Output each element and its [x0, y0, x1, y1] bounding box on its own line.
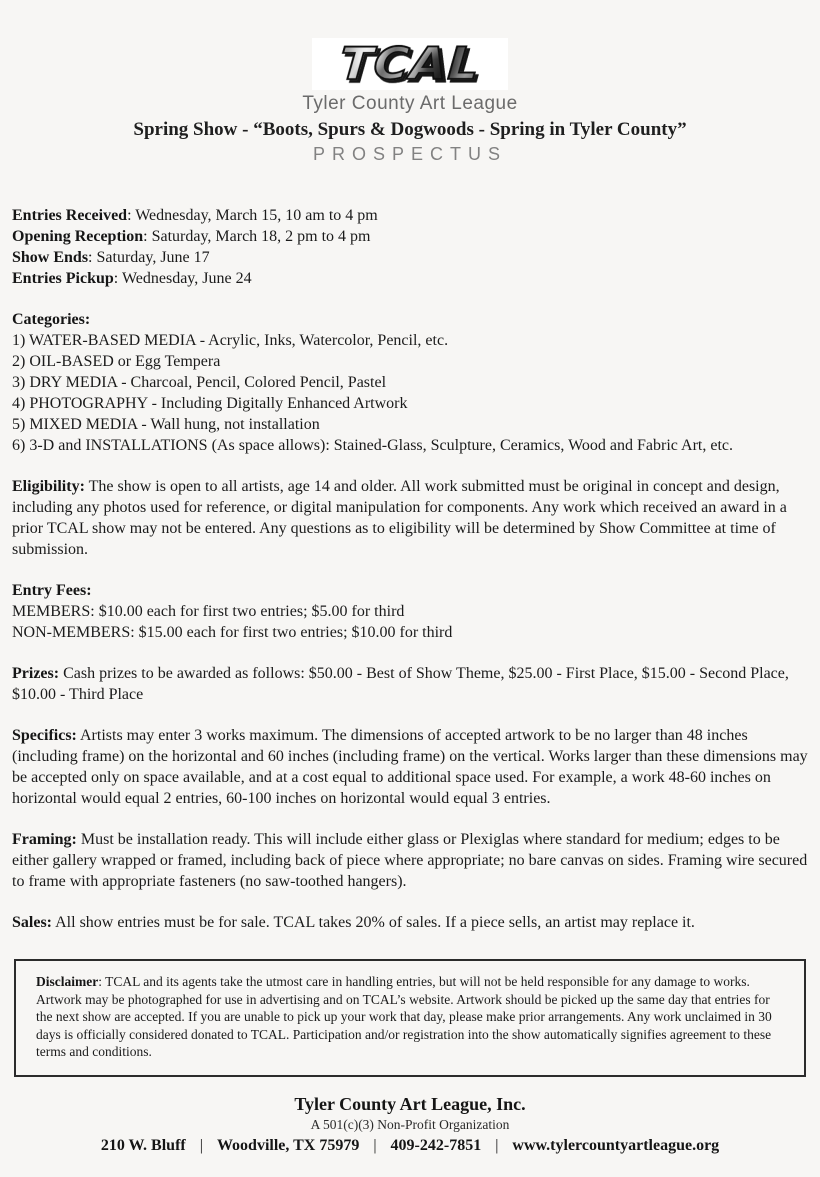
document-body: [0, 205, 820, 1077]
schedule-value: : Saturday, March 18, 2 pm to 4 pm: [143, 228, 371, 245]
schedule-line-entries-pickup: [12, 268, 808, 289]
framing-paragraph: [12, 829, 808, 892]
prizes-paragraph: [12, 663, 808, 705]
schedule-line-show-ends: [12, 247, 808, 268]
category-item: 5) MIXED MEDIA - Wall hung, not installation: [12, 416, 320, 433]
sales-paragraph: [12, 912, 808, 933]
framing-text: Must be installation ready. This will include either glass or Plexiglas where standard for medium; edges to be either gallery wrapped or framed, including back of piece where appropriate; no bare canvas on sides. Framing wire secured to frame with appropriate fasteners (no saw-toothed hangers).: [12, 831, 808, 890]
categories-section: [12, 309, 808, 456]
category-item: 2) OIL-BASED or Egg Tempera: [12, 353, 221, 370]
disclaimer-box: [14, 959, 806, 1077]
disclaimer-label: Disclaimer: [36, 974, 99, 989]
entry-fees-heading-label: Entry Fees:: [12, 582, 92, 599]
schedule-section: [12, 205, 808, 289]
eligibility-label: Eligibility:: [12, 478, 85, 495]
schedule-label: Entries Pickup: [12, 270, 114, 287]
schedule-label: Show Ends: [12, 249, 89, 266]
eligibility-text: The show is open to all artists, age 14 and older. All work submitted must be original in concept and design, including any photos used for reference, or digital manipulation for components. Any work which received an award in a prior TCAL show may not be entered. Any questions as to eligibility will be determined by Show Committee at time of submission.: [12, 478, 787, 558]
document-header: [0, 38, 820, 165]
schedule-line-entries-received: [12, 205, 808, 226]
schedule-label: Opening Reception: [12, 228, 144, 245]
specifics-text: Artists may enter 3 works maximum. The dimensions of accepted artwork to be no larger than 48 inches (including frame) on the horizontal and 60 inches (including frame) on the vertical. Works larger than these dimensions may be accepted only on space available, and at a cost equal to additional space used. For example, a work 48-60 inches on horizontal would equal 2 entries, 60-100 inches on horizontal would equal 3 entries.: [12, 727, 808, 807]
entry-fees-heading: [12, 580, 808, 601]
footer-separator: |: [495, 1136, 499, 1154]
framing-label: Framing:: [12, 831, 77, 848]
prizes-text: Cash prizes to be awarded as follows: $50.00 - Best of Show Theme, $25.00 - First Place, $15.00 - Second Place, $10.00 - Third Place: [12, 665, 789, 703]
footer-website: www.tylercountyartleague.org: [512, 1136, 720, 1154]
footer-address: 210 W. Bluff: [100, 1136, 186, 1154]
entry-fees-members-line: MEMBERS: $10.00 each for first two entries; $5.00 for third: [12, 603, 405, 620]
schedule-value: : Saturday, June 17: [88, 249, 210, 266]
specifics-paragraph: [12, 725, 808, 809]
footer-separator: |: [199, 1136, 203, 1154]
tcal-logo: [312, 38, 508, 90]
specifics-label: Specifics:: [12, 727, 77, 744]
document-footer: [0, 1094, 820, 1155]
categories-heading: [12, 309, 808, 330]
schedule-line-opening-reception: [12, 226, 808, 247]
eligibility-paragraph: [12, 476, 808, 560]
footer-separator: |: [373, 1136, 377, 1154]
org-name: Tyler County Art League: [302, 93, 518, 114]
category-item: 4) PHOTOGRAPHY - Including Digitally Enhanced Artwork: [12, 395, 408, 412]
entry-fees-section: [12, 580, 808, 643]
disclaimer-text: : TCAL and its agents take the utmost care in handling entries, but will not be held responsible for any damage to works. Artwork may be photographed for use in advertising and on TCAL’s website. Artwork should be picked up the same day that entries for the next show are accepted. If you are unable to pick up your work that day, please make prior arrangements. Any work unclaimed in 30 days is officially considered donated to TCAL. Participation and/or registration into the show automatically signifies agreement to these terms and conditions.: [36, 974, 772, 1059]
disclaimer-paragraph: [36, 973, 784, 1061]
category-item: 1) WATER-BASED MEDIA - Acrylic, Inks, Watercolor, Pencil, etc.: [12, 332, 449, 349]
footer-org-name: Tyler County Art League, Inc.: [294, 1093, 526, 1114]
prospectus-label: PROSPECTUS: [312, 144, 508, 164]
prizes-label: Prizes:: [12, 665, 60, 682]
footer-contact-line: [0, 1137, 820, 1155]
footer-city: Woodville, TX 75979: [216, 1136, 360, 1154]
sales-label: Sales:: [12, 914, 52, 931]
entry-fees-nonmembers-line: NON-MEMBERS: $15.00 each for first two entries; $10.00 for third: [12, 624, 453, 641]
categories-heading-label: Categories:: [12, 311, 91, 328]
sales-text: All show entries must be for sale. TCAL takes 20% of sales. If a piece sells, an artist may replace it.: [52, 914, 695, 931]
category-item: 6) 3-D and INSTALLATIONS (As space allows): Stained-Glass, Sculpture, Ceramics, Wood and Fabric Art, etc.: [12, 437, 733, 454]
footer-phone: 409-242-7851: [390, 1136, 482, 1154]
schedule-label: Entries Received: [12, 207, 128, 224]
category-item: 3) DRY MEDIA - Charcoal, Pencil, Colored Pencil, Pastel: [12, 374, 387, 391]
show-title: Spring Show - “Boots, Spurs & Dogwoods - Spring in Tyler County”: [133, 119, 687, 140]
schedule-value: : Wednesday, March 15, 10 am to 4 pm: [127, 207, 378, 224]
schedule-value: : Wednesday, June 24: [113, 270, 252, 287]
tcal-logo-text: TCAL: [338, 38, 482, 90]
footer-nonprofit-line: A 501(c)(3) Non-Profit Organization: [310, 1116, 510, 1132]
